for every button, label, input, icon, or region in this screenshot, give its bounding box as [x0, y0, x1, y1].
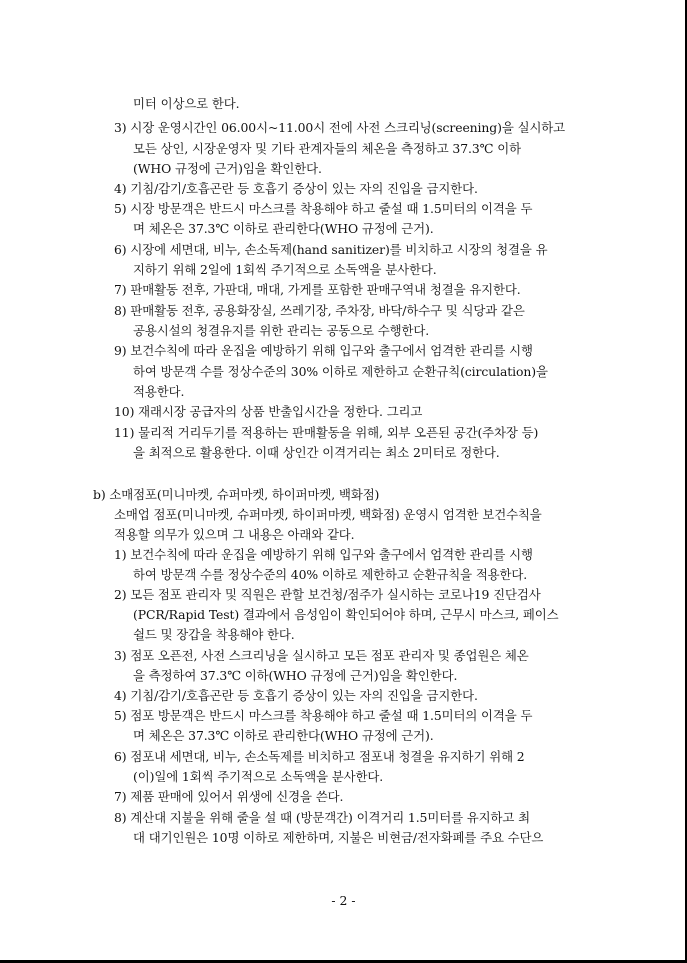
text-line: 4) 기침/감기/호흡곤란 등 호흡기 증상이 있는 자의 진입을 금지한다.: [114, 181, 478, 196]
text-line: 1) 보건수칙에 따라 운집을 예방하기 위해 입구와 출구에서 엄격한 관리를 시행: [114, 547, 533, 562]
text-line: 3) 시장 운영시간인 06.00시~11.00시 전에 사전 스크리닝(screening)을 실시하고: [114, 120, 566, 135]
text-line: 미터 이상으로 한다.: [133, 96, 240, 111]
page-number: - 2 -: [331, 893, 356, 908]
text-line: 2) 모든 점포 관리자 및 직원은 관할 보건청/점주가 실시하는 코로나19 진단검사: [114, 587, 541, 602]
text-line: 을 측정하여 37.3℃ 이하(WHO 규정에 근거)임을 확인한다.: [133, 668, 458, 683]
text-line: 대 대기인원은 10명 이하로 제한하며, 지불은 비현금/전자화폐를 주요 수단으: [133, 830, 544, 845]
text-line: 공용시설의 청결유지를 위한 관리는 공동으로 수행한다.: [133, 323, 430, 338]
text-line: 6) 점포내 세면대, 비누, 손소독제를 비치하고 점포내 청결을 유지하기 위해 2: [114, 749, 525, 764]
text-line: 8) 계산대 지불을 위해 줄을 설 때 (방문객간) 이격거리 1.5미터를 유지하고 최: [114, 810, 530, 825]
text-line: 하여 방문객 수를 정상수준의 40% 이하로 제한하고 순환규칙을 적용한다.: [133, 567, 528, 582]
text-line: 7) 판매활동 전후, 가판대, 매대, 가게를 포함한 판매구역내 청결을 유지한다.: [114, 282, 521, 297]
text-line: (WHO 규정에 근거)임을 확인한다.: [133, 161, 322, 176]
text-line: 10) 재래시장 공급자의 상품 반출입시간을 정한다. 그리고: [114, 404, 423, 419]
text-line: 5) 점포 방문객은 반드시 마스크를 착용해야 하고 줄설 때 1.5미터의 이격을 두: [114, 708, 533, 723]
text-line: 9) 보건수칙에 따라 운집을 예방하기 위해 입구와 출구에서 엄격한 관리를 시행: [114, 343, 533, 358]
text-line: 며 체온은 37.3℃ 이하로 관리한다(WHO 규정에 근거).: [133, 221, 434, 236]
text-line: 며 체온은 37.3℃ 이하로 관리한다(WHO 규정에 근거).: [133, 728, 434, 743]
text-line: 적용할 의무가 있으며 그 내용은 아래와 같다.: [114, 527, 355, 542]
text-line: 하여 방문객 수를 정상수준의 30% 이하로 제한하고 순환규칙(circulation)을: [133, 364, 548, 379]
text-line: 3) 점포 오픈전, 사전 스크리닝을 실시하고 모든 점포 관리자 및 종업원은 체온: [114, 648, 529, 663]
text-line: 쉴드 및 장갑을 착용해야 한다.: [133, 627, 295, 642]
section-heading: b) 소매점포(미니마켓, 슈퍼마켓, 하이퍼마켓, 백화점): [93, 487, 380, 502]
text-line: (PCR/Rapid Test) 결과에서 음성임이 확인되어야 하며, 근무시 마스크, 페이스: [133, 607, 559, 622]
text-line: 11) 물리적 거리두기를 적용하는 판매활동을 위해, 외부 오픈된 공간(주차장 등): [114, 425, 539, 440]
text-line: 5) 시장 방문객은 반드시 마스크를 착용해야 하고 줄설 때 1.5미터의 이격을 두: [114, 201, 533, 216]
text-line: 8) 판매활동 전후, 공용화장실, 쓰레기장, 주차장, 바닥/하수구 및 식당과 같은: [114, 303, 525, 318]
text-line: 4) 기침/감기/호흡곤란 등 호흡기 증상이 있는 자의 진입을 금지한다.: [114, 688, 478, 703]
text-line: 모든 상인, 시장운영자 및 기타 관계자들의 체온을 측정하고 37.3℃ 이하: [133, 141, 521, 156]
text-line: 지하기 위해 2일에 1회씩 주기적으로 소독액을 분사한다.: [133, 262, 437, 277]
text-line: 7) 제품 판매에 있어서 위생에 신경을 쓴다.: [114, 789, 344, 804]
text-line: 을 최적으로 활용한다. 이때 상인간 이격거리는 최소 2미터로 정한다.: [133, 445, 500, 460]
text-line: 6) 시장에 세면대, 비누, 손소독제(hand sanitizer)를 비치하고 시장의 청결을 유: [114, 242, 548, 257]
text-line: (이)일에 1회씩 주기적으로 소독액을 분사한다.: [133, 769, 384, 784]
text-line: 적용한다.: [133, 384, 185, 399]
text-line: 소매업 점포(미니마켓, 슈퍼마켓, 하이퍼마켓, 백화점) 운영시 엄격한 보건수칙을: [114, 507, 542, 522]
